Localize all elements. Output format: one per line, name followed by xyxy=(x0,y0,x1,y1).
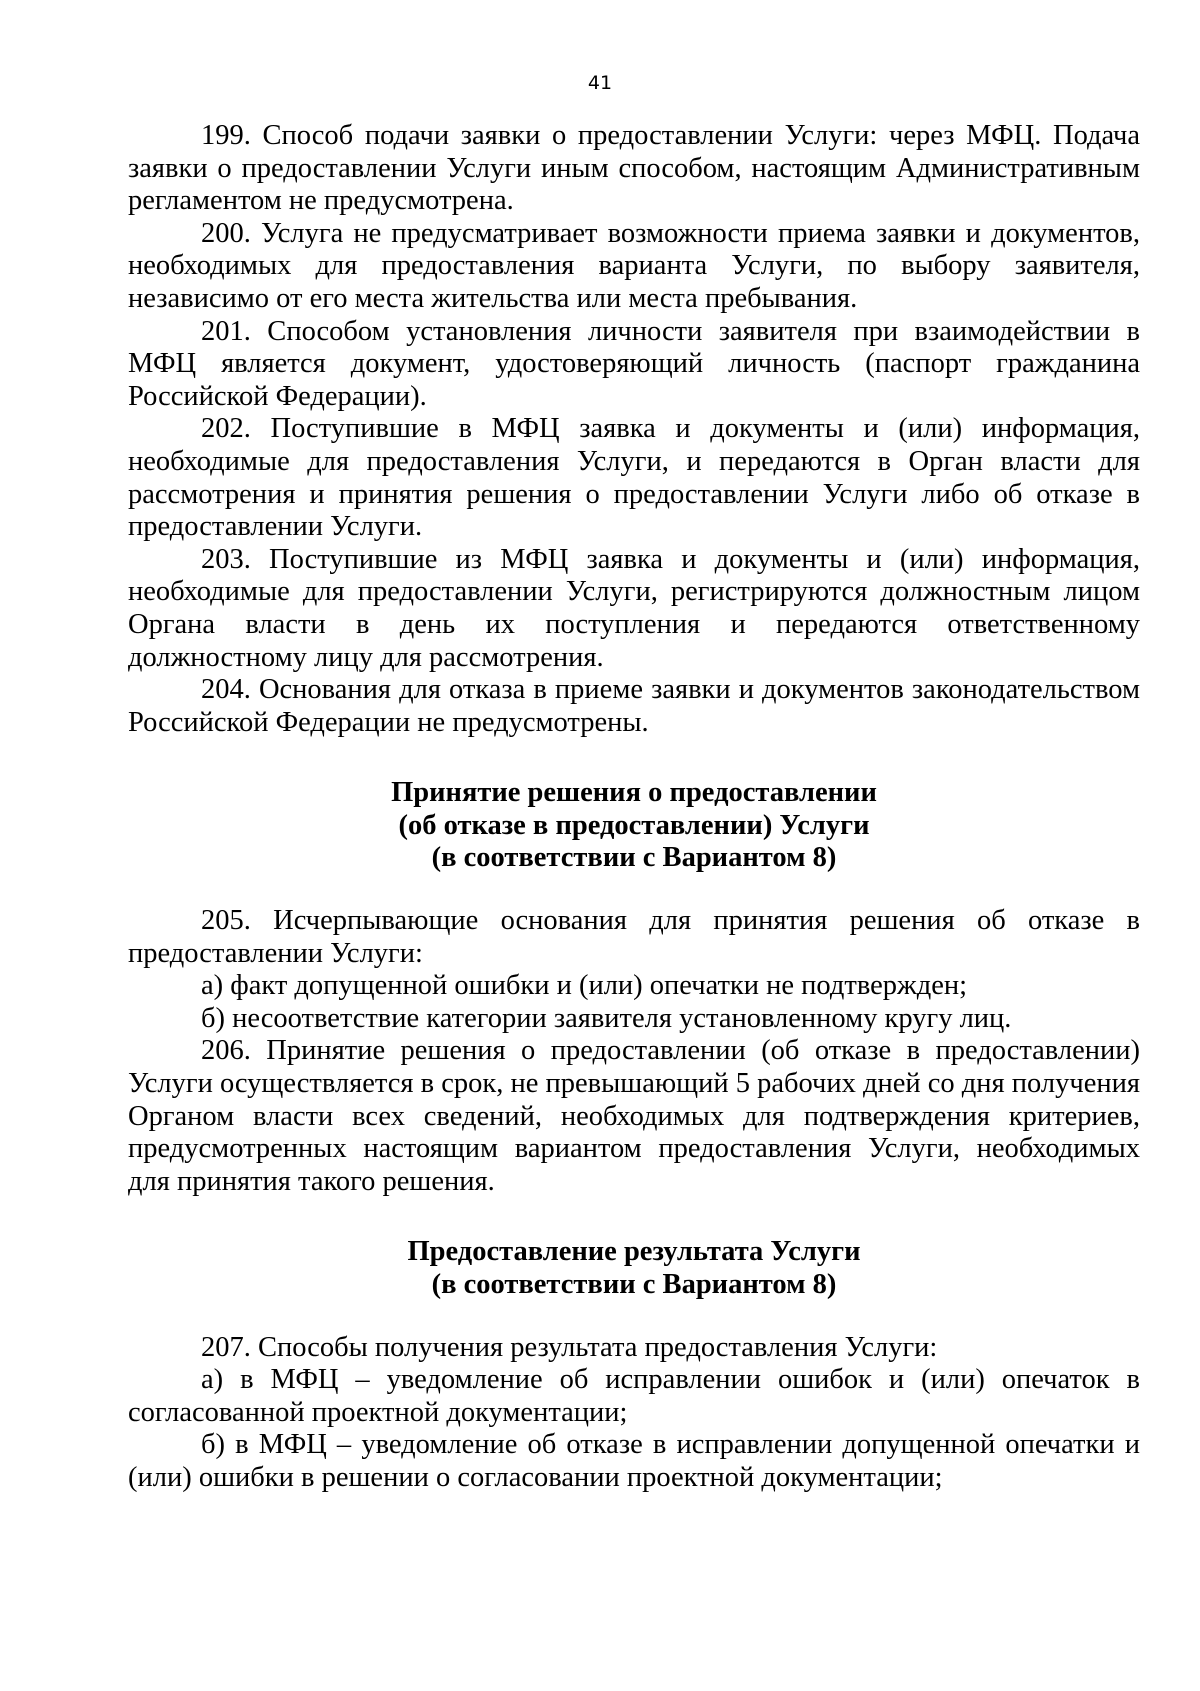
heading-line: (в соответствии с Вариантом 8) xyxy=(431,842,837,874)
section-heading-decision xyxy=(128,777,1140,875)
heading-line: Принятие решения о предоставлении xyxy=(391,777,877,809)
heading-line: (об отказе в предоставлении) Услуги xyxy=(398,809,870,841)
paragraph-207: 207. Способы получения результата предоставления Услуги: xyxy=(201,1331,938,1363)
page-number: 41 xyxy=(587,72,613,94)
paragraph-207-b: б) в МФЦ – уведомление об отказе в исправлении допущенной опечатки и (или) ошибки в решении о согласовании проектной документации; xyxy=(128,1429,1140,1493)
paragraph-205-a: а) факт допущенной ошибки и (или) опечатки не подтвержден; xyxy=(201,970,968,1002)
paragraph-206: 206. Принятие решения о предоставлении (об отказе в предоставлении) Услуги осуществляется в срок, не превышающий 5 рабочих дней со дня получения Органом власти всех сведений, необходимых для подтверждения критериев, предусмотренных настоящим вариантом предоставления Услуги, необходимых для принятия такого решения. xyxy=(128,1035,1140,1197)
paragraph-200: 200. Услуга не предусматривает возможности приема заявки и документов, необходимых для предоставления варианта Услуги, по выбору заявителя, независимо от его места жительства или места пребывания. xyxy=(128,217,1140,314)
paragraph-207-a: а) в МФЦ – уведомление об исправлении ошибок и (или) опечаток в согласованной проектной документации; xyxy=(128,1364,1140,1428)
paragraph-201: 201. Способом установления личности заявителя при взаимодействии в МФЦ является документ, удостоверяющий личность (паспорт гражданина Российской Федерации). xyxy=(128,315,1140,412)
paragraph-205-b: б) несоответствие категории заявителя установленному кругу лиц. xyxy=(201,1002,1012,1034)
section-heading-result xyxy=(128,1236,1140,1301)
document-body xyxy=(128,120,1140,1495)
paragraph-199: 199. Способ подачи заявки о предоставлении Услуги: через МФЦ. Подача заявки о предоставлении Услуги иным способом, настоящим Административным регламентом не предусмотрена. xyxy=(128,120,1140,217)
paragraph-203: 203. Поступившие из МФЦ заявка и документы и (или) информация, необходимые для предоставлении Услуги, регистрируются должностным лицом Органа власти в день их поступления и передаются ответственному должностному лицу для рассмотрения. xyxy=(128,543,1140,673)
paragraph-205: 205. Исчерпывающие основания для принятия решения об отказе в предоставлении Услуги: xyxy=(128,905,1140,969)
paragraph-202: 202. Поступившие в МФЦ заявка и документы и (или) информация, необходимые для предоставления Услуги, и передаются в Орган власти для рассмотрения и принятия решения о предоставлении Услуги либо об отказе в предоставлении Услуги. xyxy=(128,413,1140,543)
heading-line: Предоставление результата Услуги xyxy=(407,1236,861,1268)
heading-line: (в соответствии с Вариантом 8) xyxy=(431,1269,837,1300)
paragraph-204: 204. Основания для отказа в приеме заявки и документов законодательством Российской Федерации не предусмотрены. xyxy=(128,674,1140,738)
